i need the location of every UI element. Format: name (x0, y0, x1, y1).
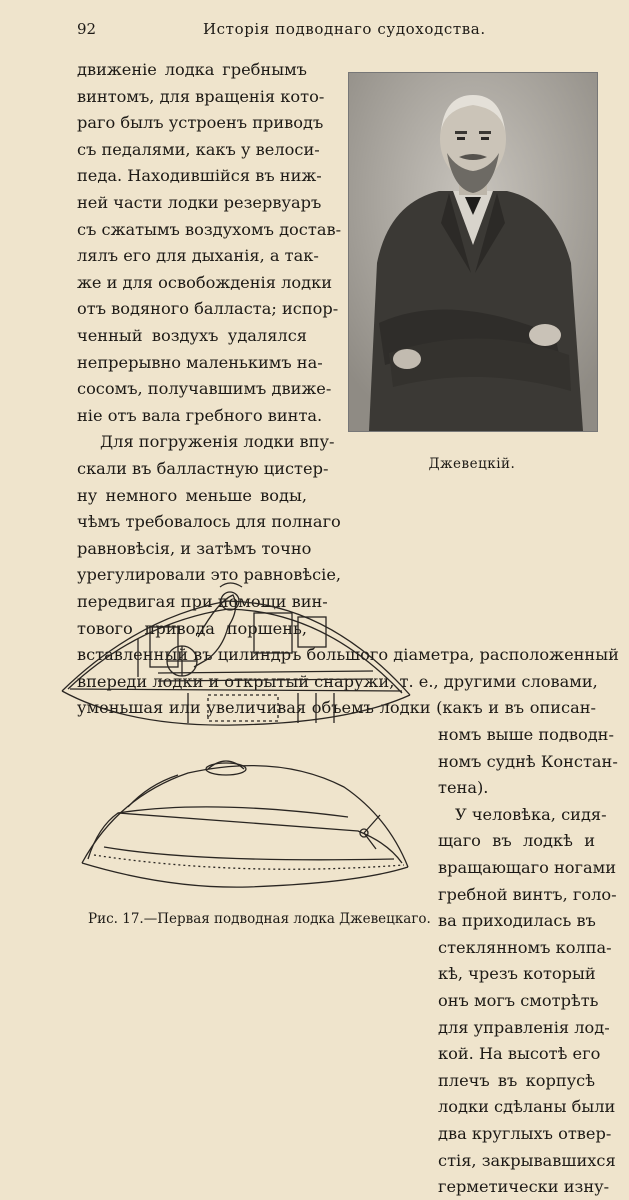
text-line: ва приходилась въ (438, 911, 596, 931)
text-line: чѣмъ требовалось для полнаго (77, 512, 341, 532)
page-number: 92 (77, 20, 97, 38)
text-line: тового привода поршень, (77, 618, 307, 638)
text-line: У человѣка, сидя- (455, 804, 607, 824)
text-line: движеніе лодка гребнымъ (77, 60, 307, 79)
text-line: лялъ его для дыханія, а так- (77, 246, 319, 266)
text-line: передвигая при помощи вин- (77, 592, 328, 611)
text-line: кой. На высотѣ его (438, 1044, 601, 1064)
text-line: онъ могъ смотрѣть (438, 991, 599, 1010)
text-line: равновѣсія, и затѣмъ точно (77, 538, 312, 558)
running-title: Исторія подводнаго судоходства. (203, 20, 486, 38)
submarine-drawing (58, 577, 413, 899)
submarine-section-view (62, 583, 410, 725)
text-line: два круглыхъ отвер- (438, 1124, 612, 1143)
text-line: для управленія лод- (438, 1017, 610, 1037)
text-line: герметически изну- (438, 1177, 610, 1197)
text-line: лодки сдѣланы были (438, 1097, 616, 1117)
text-line: вставленный въ цилиндръ большого діаметра, расположенный (77, 645, 619, 665)
text-line: отъ водяного балласта; испор- (77, 299, 339, 319)
text-line: уменьшая или увеличивая объемъ лодки (какъ и въ описан- (77, 698, 596, 718)
text-line: съ сжатымъ воздухомъ достав- (77, 219, 342, 239)
text-line: номъ выше подводн- (438, 725, 614, 744)
text-line: скали въ балластную цистер- (77, 459, 329, 478)
text-line: плечъ въ корпусѣ (438, 1070, 595, 1090)
text-line: винтомъ, для вращенія кото- (77, 86, 325, 106)
text-line: впереди лодки и открытый снаружи, т. е., другими словами, (77, 671, 598, 691)
figure-caption: Рис. 17.—Первая подводная лодка Джевецкаго. (88, 911, 431, 927)
submarine-exterior-view (82, 761, 408, 887)
text-line: стеклянномъ колпа- (438, 937, 612, 957)
text-line: стія, закрывавшихся (438, 1150, 616, 1170)
text-line: же и для освобожденія лодки (77, 272, 332, 292)
text-line: раго былъ устроенъ приводъ (77, 113, 324, 133)
text-line: ченный воздухъ удалялся (77, 326, 307, 345)
text-line: тена). (438, 778, 489, 798)
photo-caption: Джевецкій. (428, 456, 516, 472)
text-line: ну немного меньше воды, (77, 485, 307, 505)
text-line: сосомъ, получавшимъ движе- (77, 379, 332, 399)
text-line: вращающаго ногами (438, 858, 617, 877)
running-header (77, 20, 579, 44)
text-line: кѣ, чрезъ который (438, 964, 596, 984)
text-line: ней части лодки резервуаръ (77, 193, 322, 212)
text-line: гребной винтъ, голо- (438, 884, 617, 904)
text-line: щаго въ лодкѣ и (438, 831, 595, 851)
text-line: ніе отъ вала гребного винта. (77, 405, 323, 425)
text-line: съ педалями, какъ у велоси- (77, 139, 320, 159)
portrait-photo (348, 72, 598, 432)
text-line: урегулировали это равновѣсіе, (77, 565, 342, 585)
text-line: Для погруженія лодки впу- (100, 432, 335, 452)
text-line: педа. Находившійся въ ниж- (77, 166, 322, 186)
text-line: номъ суднѣ Констан- (438, 751, 618, 771)
text-line: непрерывно маленькимъ на- (77, 352, 323, 372)
